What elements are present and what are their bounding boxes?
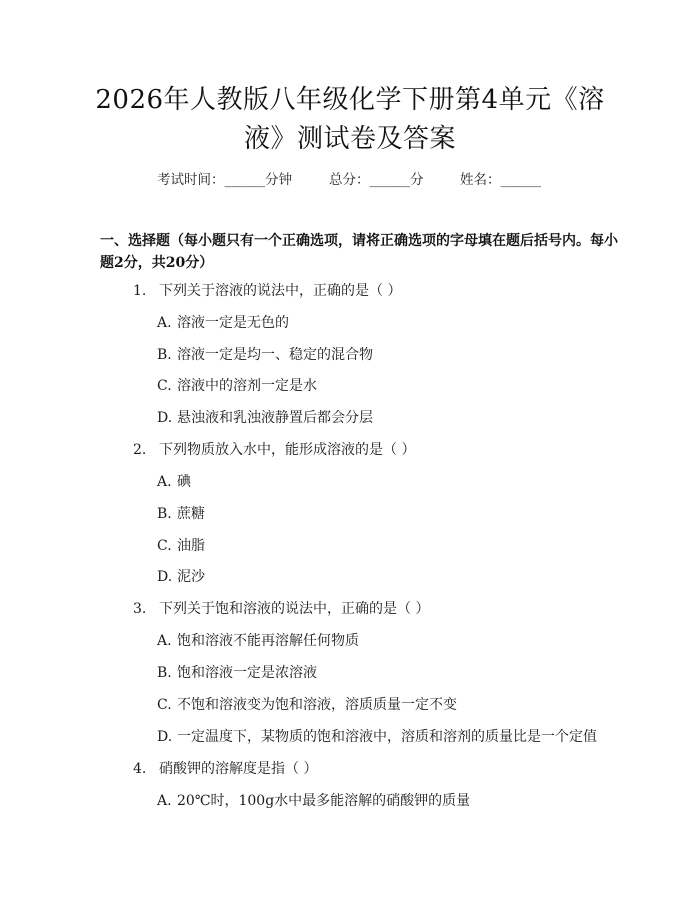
option-text: 饱和溶液不能再溶解任何物质 (177, 633, 359, 649)
option-item (157, 727, 597, 747)
document-title-line1: 2026年人教版八年级化学下册第4单元《溶 (95, 85, 605, 115)
option-text: 溶液一定是无色的 (177, 315, 289, 331)
option-text: 饱和溶液一定是浓溶液 (177, 665, 317, 681)
question-text: 下列物质放入水中，能形成溶液的是（ ） (159, 442, 416, 458)
option-letter: C. (157, 378, 172, 394)
question-text: 硝酸钾的溶解度是指（ ） (159, 761, 318, 777)
option-letter: C. (157, 538, 172, 554)
option-letter: D. (157, 729, 173, 745)
question-number: 3. (133, 601, 147, 617)
exam-time-field: 考试时间：______分钟 (157, 172, 292, 188)
option-item (157, 791, 470, 811)
option-letter: A. (157, 633, 172, 649)
option-letter: A. (157, 315, 172, 331)
option-text: 不饱和溶液变为饱和溶液，溶质质量一定不变 (177, 697, 457, 713)
question-item (133, 440, 415, 460)
option-item (157, 663, 317, 683)
question-number: 2. (133, 442, 147, 458)
option-item (157, 345, 373, 365)
option-item (157, 504, 205, 524)
option-text: 泥沙 (177, 569, 205, 585)
option-item (157, 472, 191, 492)
option-letter: B. (157, 506, 172, 522)
option-text: 蔗糖 (177, 506, 205, 522)
question-text: 下列关于饱和溶液的说法中，正确的是（ ） (159, 601, 430, 617)
option-item (157, 567, 205, 587)
option-letter: A. (157, 474, 172, 490)
option-letter: D. (157, 569, 173, 585)
exam-meta-line (0, 168, 700, 188)
section-heading-multiple-choice: 一、选择题（每小题只有一个正确选项，请将正确选项的字母填在题后括号内。每小题2分，共20分） (100, 233, 618, 271)
option-letter: B. (157, 665, 172, 681)
option-letter: C. (157, 697, 172, 713)
option-item (157, 313, 289, 333)
option-text: 悬浊液和乳浊液静置后都会分层 (177, 410, 373, 426)
question-text: 下列关于溶液的说法中，正确的是（ ） (159, 283, 402, 299)
option-text: 溶液一定是均一、稳定的混合物 (177, 347, 373, 363)
option-letter: B. (157, 347, 172, 363)
option-letter: D. (157, 410, 173, 426)
question-number: 1. (133, 283, 147, 299)
option-text: 碘 (177, 474, 191, 490)
student-name-field: 姓名：______ (460, 172, 541, 188)
option-text: 油脂 (177, 538, 205, 554)
total-score-field: 总分：______分 (329, 172, 424, 188)
question-item (133, 281, 401, 301)
option-text: 溶液中的溶剂一定是水 (177, 378, 317, 394)
option-item (157, 536, 205, 556)
document-title-line2: 液》测试卷及答案 (243, 124, 456, 154)
option-item (157, 376, 317, 396)
option-item (157, 631, 359, 651)
question-number: 4. (133, 761, 147, 777)
option-item (157, 408, 373, 428)
question-item (133, 759, 317, 779)
option-letter: A. (157, 793, 172, 809)
option-text: 20℃时，100g水中最多能溶解的硝酸钾的质量 (177, 793, 471, 809)
option-item (157, 695, 457, 715)
option-text: 一定温度下，某物质的饱和溶液中，溶质和溶剂的质量比是一个定值 (177, 729, 597, 745)
question-item (133, 599, 429, 619)
